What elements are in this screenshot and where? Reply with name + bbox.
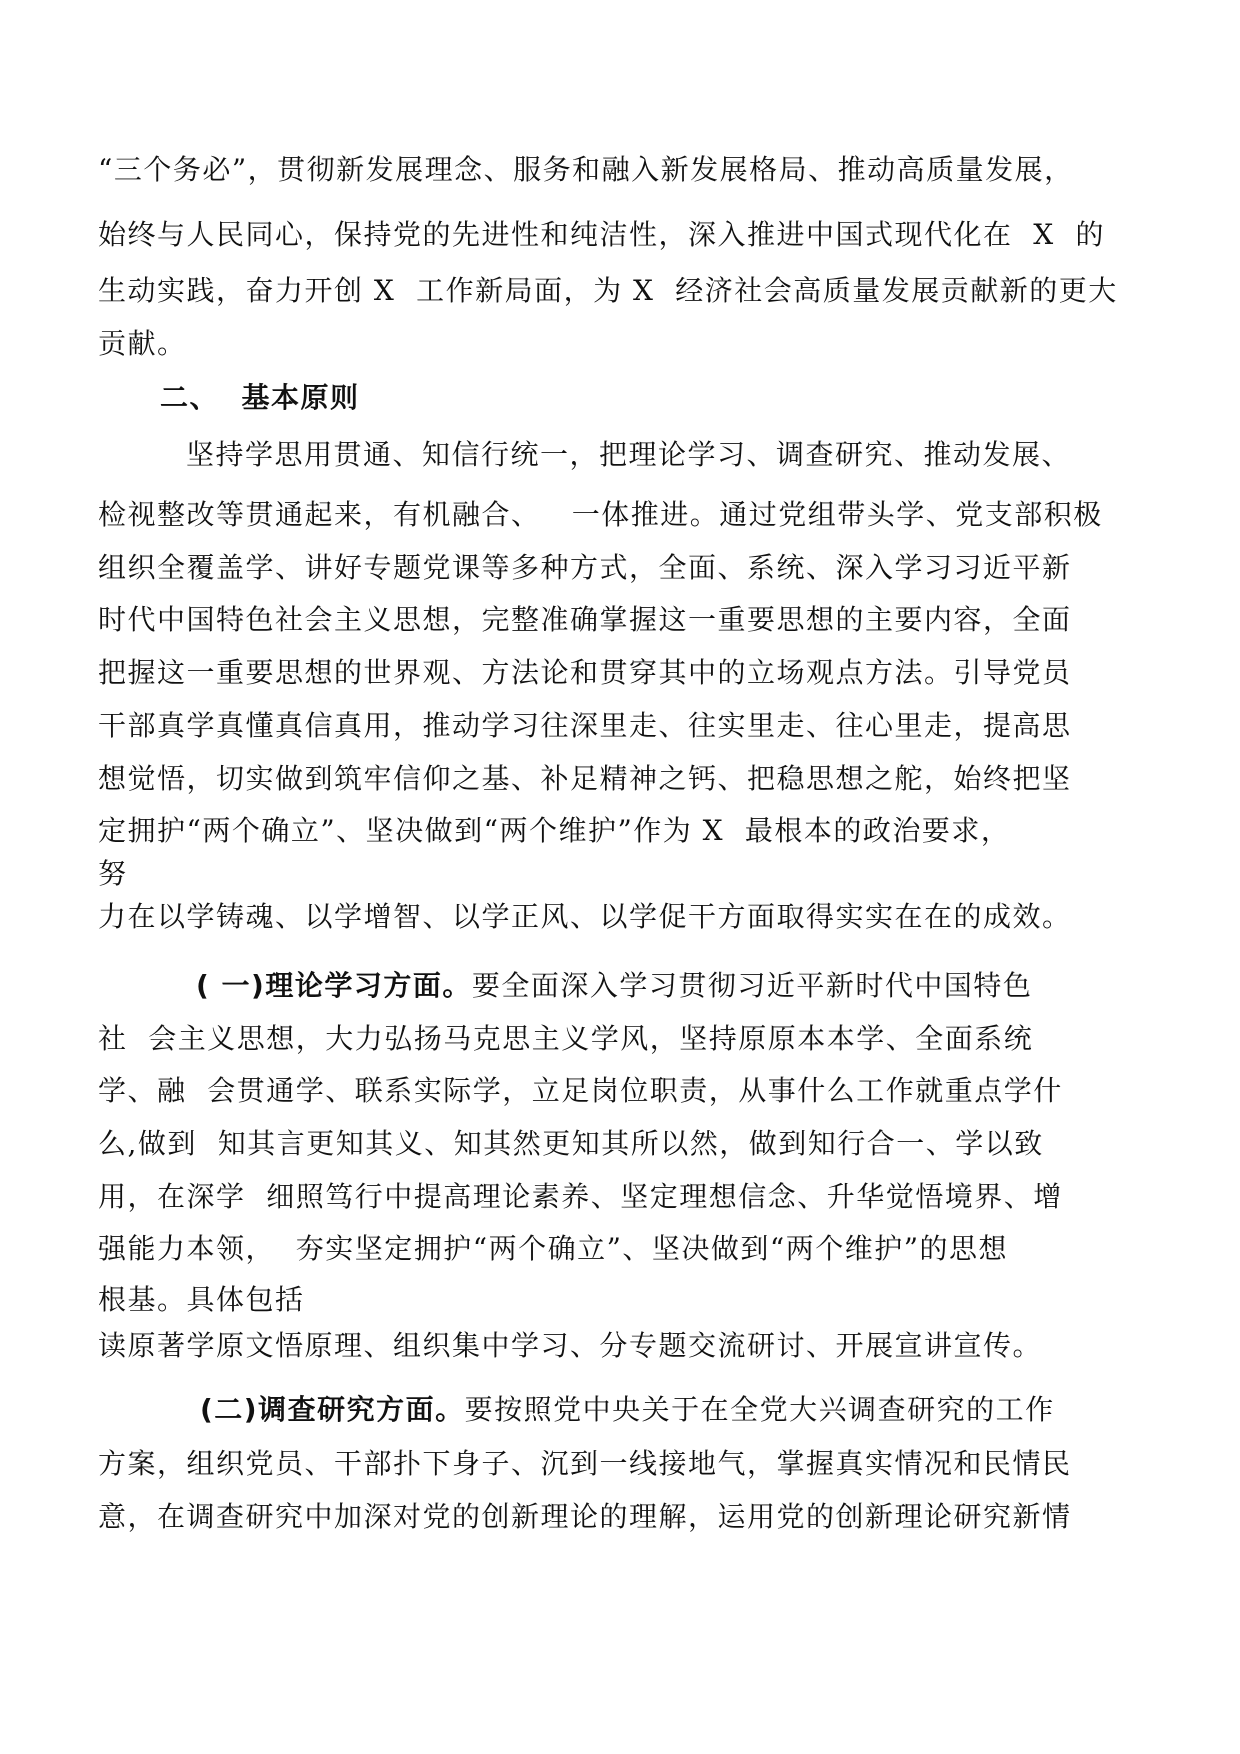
sub1-line-7: 根基。具体包括 <box>98 1283 305 1316</box>
sub1-line-6: 强能力本领， 夯实坚定拥护“两个确立”、坚决做到“两个维护”的思想 <box>98 1232 1009 1265</box>
principles-line-7: 想觉悟，切实做到筑牢信仰之基、补足精神之钙、把稳思想之舵，始终把坚 <box>98 762 1072 795</box>
intro-line-1: “三个务必”，贯彻新发展理念、服务和融入新发展格局、推动高质量发展， <box>98 153 1074 186</box>
sub1-first-line <box>196 968 1032 1004</box>
intro-line-2: 始终与人民同心，保持党的先进性和纯洁性，深入推进中国式现代化在 X 的 <box>98 218 1106 251</box>
intro-line-3: 生动实践，奋力开创 X 工作新局面，为 X 经济社会高质量发展贡献新的更大 <box>98 274 1118 307</box>
section-heading: 二、 基本原则 <box>160 381 360 414</box>
sub1-line-3: 学、融 会贯通学、联系实际学，立足岗位职责，从事什么工作就重点学什 <box>98 1074 1063 1107</box>
principles-line-8: 定拥护“两个确立”、坚决做到“两个维护”作为 X 最根本的政治要求， <box>98 814 1011 847</box>
principles-line-9: 努 <box>98 857 128 890</box>
sub1-line-8: 读原著学原文悟原理、组织集中学习、分专题交流研讨、开展宣讲宣传。 <box>98 1329 1043 1362</box>
sub1-line-5: 用，在深学 细照笃行中提高理论素养、坚定理想信念、升华觉悟境界、增 <box>98 1180 1063 1213</box>
sub1-title: ( 一)理论学习方面。 <box>196 969 472 1002</box>
principles-line-2: 检视整改等贯通起来，有机融合、 一体推进。通过党组带头学、党支部积极 <box>98 498 1103 531</box>
sub2-title: (二)调查研究方面。 <box>200 1393 465 1426</box>
principles-line-5: 把握这一重要思想的世界观、方法论和贯穿其中的立场观点方法。引导党员 <box>98 656 1072 689</box>
sub1-first-line-rest: 要全面深入学习贯彻习近平新时代中国特色 <box>471 969 1033 1002</box>
principles-line-10: 力在以学铸魂、以学增智、以学正风、以学促干方面取得实实在在的成效。 <box>98 900 1072 933</box>
sub1-line-4: 么,做到 知其言更知其义、知其然更知其所以然，做到知行合一、学以致 <box>98 1127 1044 1160</box>
sub2-first-line-rest: 要按照党中央关于在全党大兴调查研究的工作 <box>464 1393 1055 1426</box>
sub1-line-2: 社 会主义思想，大力弘扬马克思主义学风，坚持原原本本学、全面系统 <box>98 1022 1034 1055</box>
sub2-line-2: 方案，组织党员、干部扑下身子、沉到一线接地气，掌握真实情况和民情民 <box>98 1447 1072 1480</box>
principles-line-3: 组织全覆盖学、讲好专题党课等多种方式，全面、系统、深入学习习近平新 <box>98 551 1072 584</box>
principles-line-4: 时代中国特色社会主义思想，完整准确掌握这一重要思想的主要内容，全面 <box>98 603 1072 636</box>
intro-line-4: 贡献。 <box>98 327 187 360</box>
sub2-line-3: 意，在调查研究中加深对党的创新理论的理解，运用党的创新理论研究新情 <box>98 1500 1072 1533</box>
principles-line-1: 坚持学思用贯通、知信行统一，把理论学习、调查研究、推动发展、 <box>186 438 1072 471</box>
sub2-first-line <box>200 1392 1055 1428</box>
principles-line-6: 干部真学真懂真信真用，推动学习往深里走、往实里走、往心里走，提高思 <box>98 709 1072 742</box>
